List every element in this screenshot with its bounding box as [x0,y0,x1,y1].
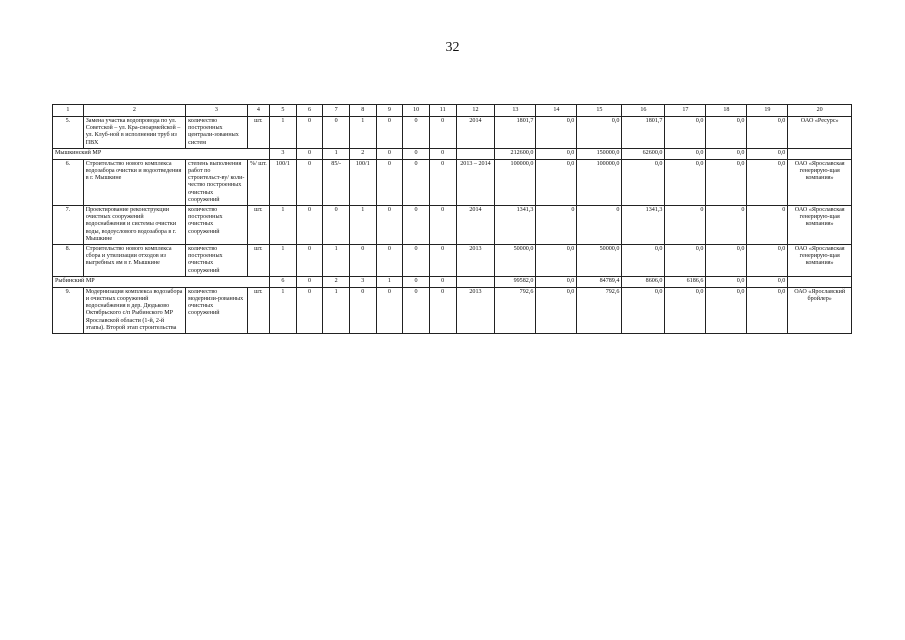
table-cell: 0,0 [706,245,747,277]
table-cell [788,276,852,287]
column-number-cell: 10 [403,105,430,117]
table-cell: 3 [350,276,377,287]
table-cell: 0 [403,148,430,159]
table-cell: 0 [429,245,456,277]
column-number-cell: 15 [577,105,622,117]
executor-cell: ОАО «Ярославский бройлер» [788,287,852,333]
table-row [53,287,852,333]
table-cell: 50000,0 [577,245,622,277]
table-cell: 0 [747,206,788,245]
column-number-cell: 1 [53,105,84,117]
column-number-cell: 6 [296,105,323,117]
table-cell: 0 [429,276,456,287]
table-cell: 100/1 [350,159,377,205]
table-cell: 0 [323,206,350,245]
table-cell: 0 [403,287,430,333]
table-row [53,159,852,205]
table-cell: 0,0 [536,245,577,277]
table-cell: 0,0 [747,148,788,159]
table-cell: 0 [403,276,430,287]
row-number-cell: 6. [53,159,84,205]
table-body [53,105,852,334]
table-cell: 0 [350,287,377,333]
table-cell: 792,6 [577,287,622,333]
table-cell: 2013 [456,245,495,277]
table-cell: 1 [270,287,297,333]
table-cell: 62600,0 [622,148,665,159]
table-cell: 2014 [456,117,495,149]
measure-name-cell: Строительство нового комплекса сбора и утилизации отходов из выгребных ям в г. Мышкине [83,245,185,277]
table-cell: шт. [247,245,270,277]
table-cell: 212600,0 [495,148,536,159]
table-cell: 0 [296,159,323,205]
table-cell: 6186,6 [665,276,706,287]
table-cell: 0,0 [536,117,577,149]
table-row [53,206,852,245]
table-cell: 0,0 [706,287,747,333]
table-cell: 1 [350,117,377,149]
table-cell: 0,0 [536,287,577,333]
table-cell: 50000,0 [495,245,536,277]
table-cell: 0,0 [665,245,706,277]
table-cell: 0,0 [747,287,788,333]
subtotal-row [53,276,852,287]
table-cell: 0,0 [665,287,706,333]
table-cell: 84789,4 [577,276,622,287]
measure-name-cell: Строительство нового комплекса водозабора очистки и водоотведения в г. Мышкине [83,159,185,205]
column-number-cell: 17 [665,105,706,117]
column-number-cell: 8 [350,105,377,117]
indicator-cell: количество модернизи-рованных очистных сооружений [186,287,247,333]
table-cell: 0,0 [665,159,706,205]
table-cell: 0 [376,159,403,205]
table-cell: 0,0 [747,159,788,205]
table-cell: 0 [296,148,323,159]
table-cell: 1 [270,206,297,245]
table-cell: 792,6 [495,287,536,333]
table-cell: 0,0 [622,245,665,277]
measure-name-cell: Модернизация комплекса водозабора и очистных сооружений водоснабжения в дер. Дюдьково Октябрьского с/п Рыбинского МР Ярославской области (1-й, 2-й этапы). Второй этап строительства [83,287,185,333]
table-cell: шт. [247,206,270,245]
table-cell: 0 [376,245,403,277]
table-cell: 0,0 [536,148,577,159]
column-number-row [53,105,852,117]
table-cell: 1801,7 [622,117,665,149]
table-cell: 6 [270,276,297,287]
executor-cell: ОАО «Ярославская генерирую-щая компания» [788,245,852,277]
table-cell: 0 [296,206,323,245]
indicator-cell: степень выполнения работ по строительст-ву/ коли-чество построенных очистных сооружений [186,159,247,205]
table-cell: 0 [429,117,456,149]
column-number-cell: 13 [495,105,536,117]
table-cell: 1341,3 [495,206,536,245]
table-cell: 2 [323,276,350,287]
table-cell: 100/1 [270,159,297,205]
column-number-cell: 5 [270,105,297,117]
table-cell: 0,0 [706,159,747,205]
column-number-cell: 16 [622,105,665,117]
subtotal-label: Мышкинский МР [53,148,270,159]
table-cell: 0 [376,148,403,159]
table-cell: %/ шт. [247,159,270,205]
subtotal-row [53,148,852,159]
column-number-cell: 4 [247,105,270,117]
table-cell: шт. [247,117,270,149]
table-row [53,245,852,277]
executor-cell: ОАО «Ярославская генерирую-щая компания» [788,159,852,205]
table-cell: 150000,0 [577,148,622,159]
table-cell: 0 [296,287,323,333]
table-cell: 1 [323,287,350,333]
table-cell: 1 [270,117,297,149]
column-number-cell: 18 [706,105,747,117]
table-cell: 2014 [456,206,495,245]
table-cell: 0,0 [747,117,788,149]
table-cell: 99582,0 [495,276,536,287]
column-number-cell: 20 [788,105,852,117]
measure-name-cell: Замена участка водопровода по ул. Советской – ул. Кра-сноармейской – ул. Клуб-ной в исполнении труб из ПВХ [83,117,185,149]
table-cell: 0 [296,245,323,277]
column-number-cell: 11 [429,105,456,117]
table-cell: 0 [350,245,377,277]
page-number: 32 [445,40,460,55]
table-cell: 0,0 [706,117,747,149]
table-cell: 1 [376,276,403,287]
table-cell: 0 [665,206,706,245]
table-cell: 85/- [323,159,350,205]
table-cell: 100000,0 [495,159,536,205]
table-cell: 0 [403,206,430,245]
table-cell: 8606,0 [622,276,665,287]
table-cell: 0 [296,276,323,287]
row-number-cell: 5. [53,117,84,149]
table-cell: 0 [429,159,456,205]
table-cell: 0 [429,148,456,159]
executor-cell: ОАО «Ресурс» [788,117,852,149]
table-cell: 0,0 [536,159,577,205]
table-cell: 1 [350,206,377,245]
table-cell [788,148,852,159]
table-cell: 1801,7 [495,117,536,149]
table-cell: 0,0 [665,148,706,159]
column-number-cell: 12 [456,105,495,117]
row-number-cell: 9. [53,287,84,333]
table-row [53,117,852,149]
table-cell: 0,0 [622,159,665,205]
table-cell: 0 [403,159,430,205]
table-cell: шт. [247,287,270,333]
program-table [52,104,852,334]
indicator-cell: количество построенных очистных сооружений [186,206,247,245]
table-cell: 1 [270,245,297,277]
table-cell [456,148,495,159]
column-number-cell: 2 [83,105,185,117]
table-cell: 0 [376,287,403,333]
table-cell [456,276,495,287]
indicator-cell: количество построенных централи-зованных систем [186,117,247,149]
table-cell: 0 [296,117,323,149]
table-cell: 1341,3 [622,206,665,245]
table-cell: 0,0 [665,117,706,149]
column-number-cell: 14 [536,105,577,117]
table-cell: 1 [323,148,350,159]
table-cell: 0 [376,206,403,245]
table-cell: 0 [577,206,622,245]
table-cell: 2013 – 2014 [456,159,495,205]
row-number-cell: 8. [53,245,84,277]
table-cell: 0 [376,117,403,149]
table-cell: 1 [323,245,350,277]
table-cell: 0,0 [706,276,747,287]
column-number-cell: 3 [186,105,247,117]
table-cell: 3 [270,148,297,159]
table-cell: 0 [323,117,350,149]
table-cell: 0,0 [706,148,747,159]
table-cell: 0,0 [747,245,788,277]
subtotal-label: Рыбинский МР [53,276,270,287]
table-cell: 0,0 [536,276,577,287]
column-number-cell: 9 [376,105,403,117]
table-cell: 0 [536,206,577,245]
table-cell: 0,0 [747,276,788,287]
measure-name-cell: Проектирование реконструкции очистных сооружений водоснабжения и системы очистки воды, водоуслового водозабора в г. Мышкине [83,206,185,245]
table-cell: 0,0 [622,287,665,333]
table-cell: 0,0 [577,117,622,149]
table-cell: 2 [350,148,377,159]
table-cell: 0 [706,206,747,245]
executor-cell: ОАО «Ярославская генерирую-щая компания» [788,206,852,245]
table-cell: 0 [429,287,456,333]
column-number-cell: 7 [323,105,350,117]
table-cell: 0 [429,206,456,245]
table-cell: 100000,0 [577,159,622,205]
table-cell: 0 [403,117,430,149]
column-number-cell: 19 [747,105,788,117]
table-cell: 0 [403,245,430,277]
table-cell: 2013 [456,287,495,333]
row-number-cell: 7. [53,206,84,245]
indicator-cell: количество построенных очистных сооружений [186,245,247,277]
